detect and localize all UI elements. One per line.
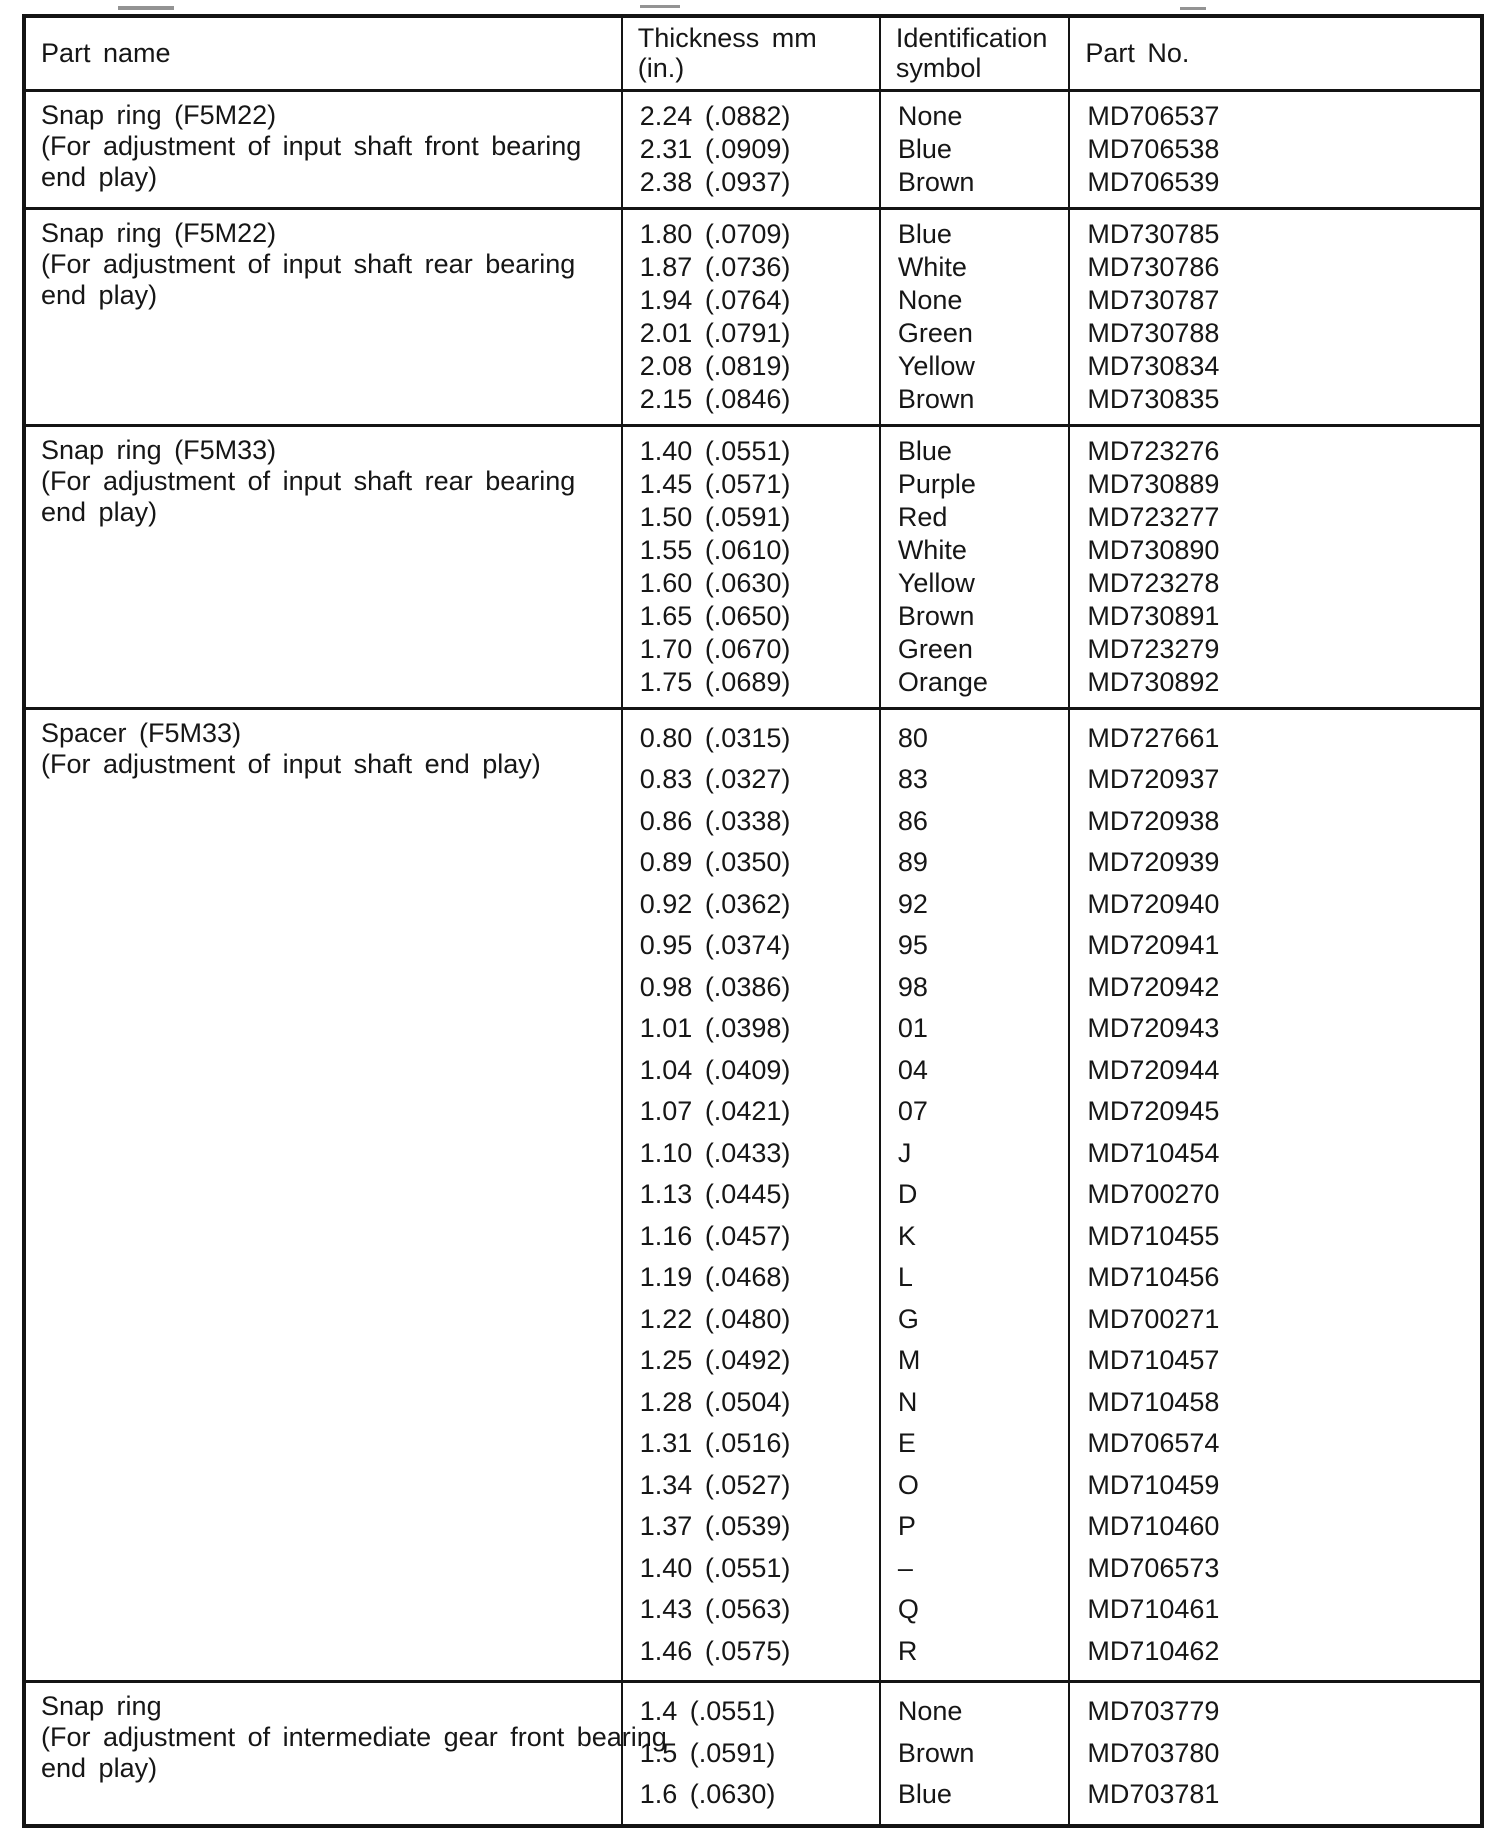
part-name-cell	[24, 1682, 667, 1826]
identification-symbol: None	[897, 1696, 963, 1726]
thickness-value: 1.34 (.0527)	[639, 1469, 791, 1500]
identification-symbol: None	[897, 284, 963, 315]
part-number: MD710458	[1087, 1386, 1220, 1417]
identification-symbol: 01	[897, 1013, 928, 1043]
identification-symbol: Brown	[897, 1737, 975, 1768]
part-number: MD723276	[1087, 435, 1220, 466]
thickness-value: 1.40 (.0551)	[639, 1552, 791, 1583]
symbol-cell	[880, 708, 1070, 1682]
thickness-value: 1.46 (.0575)	[639, 1635, 791, 1666]
part-name-cell	[24, 708, 622, 1682]
part-number: MD706539	[1087, 166, 1220, 197]
identification-symbol: White	[897, 534, 967, 565]
thickness-value: 2.24 (.0882)	[639, 100, 791, 131]
part-number: MD710461	[1087, 1594, 1220, 1624]
part-number: MD730787	[1087, 284, 1220, 315]
part-name: Snap ring (F5M22)	[41, 99, 277, 130]
thickness-value: 1.19 (.0468)	[639, 1262, 791, 1292]
symbol-cell	[880, 425, 1070, 708]
identification-symbol: Orange	[897, 666, 988, 697]
identification-symbol: O	[897, 1469, 919, 1500]
identification-symbol: White	[897, 251, 967, 282]
part-number: MD710454	[1087, 1137, 1220, 1168]
part-number: MD730892	[1087, 666, 1220, 697]
identification-symbol: 95	[897, 930, 928, 960]
thickness-value: 2.38 (.0937)	[639, 166, 791, 197]
part-number: MD706537	[1087, 100, 1220, 131]
identification-symbol: Brown	[897, 383, 975, 414]
part-number: MD710460	[1087, 1511, 1220, 1541]
identification-symbol: Brown	[897, 166, 975, 197]
thickness-value: 1.04 (.0409)	[639, 1054, 791, 1085]
thickness-value: 1.16 (.0457)	[639, 1220, 791, 1251]
thickness-value: 1.43 (.0563)	[639, 1594, 791, 1624]
thickness-value: 2.08 (.0819)	[639, 350, 791, 381]
identification-symbol: K	[897, 1220, 916, 1251]
part-number: MD723277	[1087, 501, 1220, 532]
part-number: MD720940	[1087, 888, 1220, 919]
part-number: MD700270	[1087, 1179, 1220, 1209]
table-row	[24, 1682, 1482, 1826]
identification-symbol: Blue	[897, 1779, 952, 1809]
col-header-part-name: Part name	[24, 16, 622, 90]
col-header-identification-symbol: Identification symbol	[880, 16, 1070, 90]
part-number: MD720943	[1087, 1013, 1220, 1043]
part-number: MD706538	[1087, 133, 1220, 164]
partno-cell	[1069, 90, 1482, 208]
thickness-value: 1.31 (.0516)	[639, 1428, 791, 1458]
identification-symbol: Yellow	[897, 567, 975, 598]
partno-cell	[1069, 1682, 1482, 1826]
part-number: MD710456	[1087, 1262, 1220, 1292]
part-name-note: (For adjustment of input shaft end play)	[41, 748, 541, 779]
part-number: MD730785	[1087, 218, 1220, 249]
part-number: MD703780	[1087, 1737, 1220, 1768]
identification-symbol: None	[897, 100, 963, 131]
header-row	[24, 16, 1482, 90]
thickness-value: 1.50 (.0591)	[639, 501, 791, 532]
part-number: MD730788	[1087, 317, 1220, 348]
thickness-value: 1.10 (.0433)	[639, 1137, 791, 1168]
thickness-cell	[622, 708, 880, 1682]
thickness-value: 1.60 (.0630)	[639, 567, 791, 598]
part-number: MD720937	[1087, 764, 1220, 794]
identification-symbol: Blue	[897, 435, 952, 466]
part-name: Snap ring	[41, 1691, 162, 1721]
identification-symbol: J	[897, 1137, 912, 1168]
scan-artifact	[118, 6, 174, 10]
identification-symbol: 98	[897, 971, 928, 1002]
identification-symbol: M	[897, 1345, 921, 1375]
scan-artifact	[1180, 7, 1206, 10]
partno-cell	[1069, 208, 1482, 425]
thickness-cell	[622, 425, 880, 708]
thickness-value: 0.86 (.0338)	[639, 805, 791, 836]
identification-symbol: Red	[897, 501, 948, 532]
identification-symbol: 86	[897, 805, 928, 836]
identification-symbol: P	[897, 1511, 916, 1541]
identification-symbol: Yellow	[897, 350, 975, 381]
part-number: MD720938	[1087, 805, 1220, 836]
identification-symbol: L	[897, 1262, 913, 1292]
part-number: MD730889	[1087, 468, 1220, 499]
thickness-value: 1.25 (.0492)	[639, 1345, 791, 1375]
part-number: MD730835	[1087, 383, 1220, 414]
identification-symbol: Blue	[897, 133, 952, 164]
thickness-value: 1.65 (.0650)	[639, 600, 791, 631]
thickness-value: 1.5 (.0591)	[639, 1737, 776, 1768]
partno-cell	[1069, 425, 1482, 708]
part-number: MD727661	[1087, 722, 1220, 753]
part-name-note: end play)	[41, 161, 158, 192]
thickness-value: 1.80 (.0709)	[639, 218, 791, 249]
thickness-value: 0.83 (.0327)	[639, 764, 791, 794]
thickness-value: 1.94 (.0764)	[639, 284, 791, 315]
thickness-cell	[622, 208, 880, 425]
identification-symbol: 83	[897, 764, 928, 794]
part-name-note: end play)	[41, 279, 158, 310]
part-number: MD710462	[1087, 1635, 1220, 1666]
thickness-value: 2.15 (.0846)	[639, 383, 791, 414]
part-number: MD723278	[1087, 567, 1220, 598]
identification-symbol: Q	[897, 1594, 919, 1624]
thickness-value: 1.22 (.0480)	[639, 1303, 791, 1334]
part-name-note: end play)	[41, 1753, 158, 1783]
thickness-value: 2.01 (.0791)	[639, 317, 791, 348]
part-number: MD730891	[1087, 600, 1220, 631]
part-name-cell	[24, 425, 622, 708]
identification-symbol: Green	[897, 633, 973, 664]
part-number: MD700271	[1087, 1303, 1220, 1334]
symbol-cell	[880, 208, 1070, 425]
parts-table-body	[24, 90, 1482, 1826]
part-number: MD730890	[1087, 534, 1220, 565]
identification-symbol: R	[897, 1635, 918, 1666]
thickness-value: 1.01 (.0398)	[639, 1013, 791, 1043]
thickness-value: 2.31 (.0909)	[639, 133, 791, 164]
part-name: Spacer (F5M33)	[41, 717, 242, 748]
part-number: MD706573	[1087, 1552, 1220, 1583]
part-name-note: end play)	[41, 496, 158, 527]
thickness-value: 0.98 (.0386)	[639, 971, 791, 1002]
identification-symbol: D	[897, 1179, 918, 1209]
part-number: MD730786	[1087, 251, 1220, 282]
identification-symbol: 92	[897, 888, 928, 919]
identification-symbol: Brown	[897, 600, 975, 631]
parts-table	[22, 14, 1484, 1828]
part-number: MD730834	[1087, 350, 1220, 381]
part-name-note: (For adjustment of input shaft rear bearing	[41, 465, 576, 496]
part-number: MD720944	[1087, 1054, 1220, 1085]
part-number: MD710459	[1087, 1469, 1220, 1500]
table-row	[24, 708, 1482, 1682]
thickness-value: 1.45 (.0571)	[639, 468, 791, 499]
identification-symbol: 07	[897, 1096, 928, 1126]
thickness-value: 0.80 (.0315)	[639, 722, 791, 753]
thickness-cell	[622, 1682, 880, 1826]
thickness-value: 1.37 (.0539)	[639, 1511, 791, 1541]
thickness-value: 1.70 (.0670)	[639, 633, 791, 664]
part-number: MD720945	[1087, 1096, 1220, 1126]
part-name-cell	[24, 90, 622, 208]
identification-symbol: 89	[897, 847, 928, 877]
part-number: MD703779	[1087, 1696, 1220, 1726]
thickness-value: 1.40 (.0551)	[639, 435, 791, 466]
part-number: MD720939	[1087, 847, 1220, 877]
thickness-value: 1.75 (.0689)	[639, 666, 791, 697]
part-number: MD723279	[1087, 633, 1220, 664]
identification-symbol: Purple	[897, 468, 976, 499]
part-number: MD720942	[1087, 971, 1220, 1002]
thickness-value: 0.89 (.0350)	[639, 847, 791, 877]
table-row	[24, 425, 1482, 708]
part-number: MD703781	[1087, 1779, 1220, 1809]
identification-symbol: 04	[897, 1054, 928, 1085]
identification-symbol: Blue	[897, 218, 952, 249]
identification-symbol: G	[897, 1303, 919, 1334]
table-row	[24, 208, 1482, 425]
part-name: Snap ring (F5M33)	[41, 434, 277, 465]
col-header-part-no: Part No.	[1069, 16, 1482, 90]
thickness-value: 1.4 (.0551)	[639, 1696, 776, 1726]
symbol-cell	[880, 1682, 1070, 1826]
thickness-value: 1.87 (.0736)	[639, 251, 791, 282]
col-header-thickness: Thickness mm (in.)	[622, 16, 880, 90]
partno-cell	[1069, 708, 1482, 1682]
identification-symbol: N	[897, 1386, 918, 1417]
scan-artifact	[640, 5, 680, 8]
table-row	[24, 90, 1482, 208]
thickness-cell	[622, 90, 880, 208]
thickness-value: 1.6 (.0630)	[639, 1779, 776, 1809]
symbol-cell	[880, 90, 1070, 208]
part-name-note: (For adjustment of input shaft front bearing	[41, 130, 582, 161]
thickness-value: 1.07 (.0421)	[639, 1096, 791, 1126]
identification-symbol: –	[897, 1552, 913, 1583]
thickness-value: 0.92 (.0362)	[639, 888, 791, 919]
thickness-value: 0.95 (.0374)	[639, 930, 791, 960]
thickness-value: 1.55 (.0610)	[639, 534, 791, 565]
identification-symbol: E	[897, 1428, 916, 1458]
part-name-note: (For adjustment of intermediate gear front bearing	[41, 1722, 667, 1752]
part-number: MD720941	[1087, 930, 1220, 960]
part-name-note: (For adjustment of input shaft rear bearing	[41, 248, 576, 279]
thickness-value: 1.13 (.0445)	[639, 1179, 791, 1209]
part-name: Snap ring (F5M22)	[41, 217, 277, 248]
part-number: MD710457	[1087, 1345, 1220, 1375]
part-number: MD710455	[1087, 1220, 1220, 1251]
thickness-value: 1.28 (.0504)	[639, 1386, 791, 1417]
part-number: MD706574	[1087, 1428, 1220, 1458]
identification-symbol: 80	[897, 722, 928, 753]
identification-symbol: Green	[897, 317, 973, 348]
part-name-cell	[24, 208, 622, 425]
